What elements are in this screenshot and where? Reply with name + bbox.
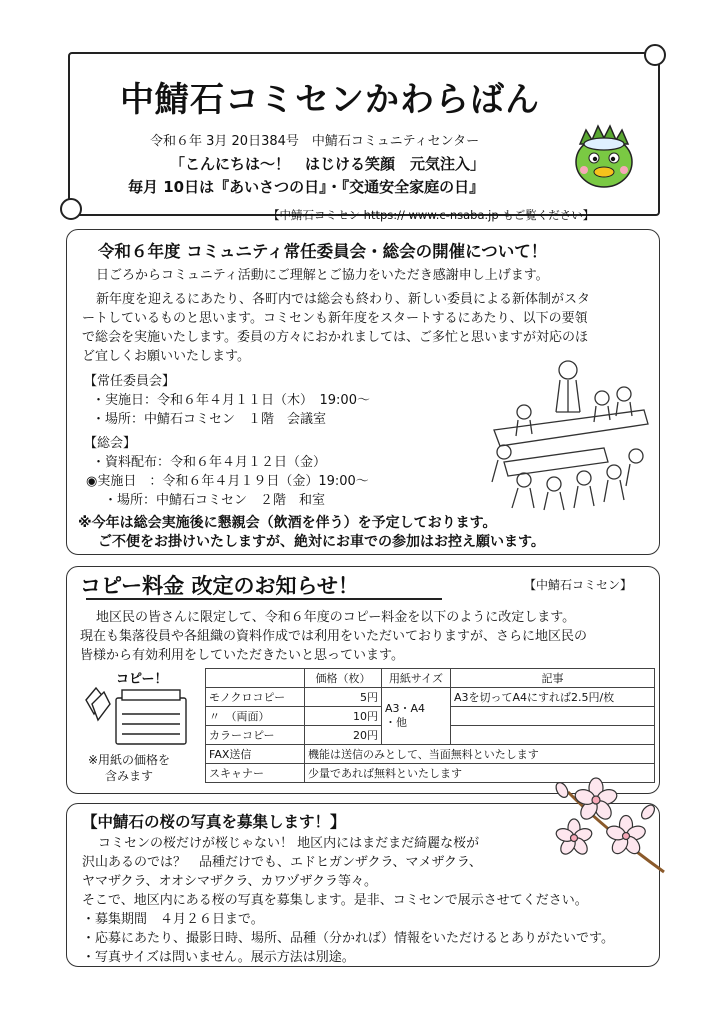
body-line: ートしているものと思います。コミセンも新年度をスタートするにあたり、以下の要領 [82, 311, 588, 326]
general-item: ・場所：中鯖石コミセン ２階 和室 [104, 493, 326, 508]
committee-heading: 【常任委員会】 [84, 374, 176, 389]
issue-line: 令和６年 3月 20日384号 中鯖石コミュニティセンター [150, 134, 480, 149]
general-heading: 【総会】 [84, 436, 137, 451]
list-item: ・写真サイズは問いません。展示方法は別途。 [82, 950, 355, 965]
table-header-row [206, 669, 655, 688]
body-line: で総会を実施いたします。委員の方々におかれましては、ご多忙と思いますが対応のほ [82, 330, 588, 345]
copier-illustration [82, 680, 192, 750]
table-cell [451, 726, 655, 745]
body-line: ヤマザクラ、オオシマザクラ、カワヅザクラ等々。 [82, 874, 377, 889]
newsletter-title: 中鯖石コミセンかわらばん [120, 80, 540, 120]
body-line: ど宜しくお願いいたします。 [82, 349, 250, 364]
table-header: 価格（枚） [305, 669, 382, 688]
table-header: 記事 [451, 669, 655, 688]
table-cell: スキャナー [206, 764, 305, 783]
list-item: ・募集期間 ４月２６日まで。 [82, 912, 264, 927]
table-row [206, 688, 655, 707]
committee-date: ・実施日：令和６年４月１１日（木） 19:00～ [92, 393, 370, 408]
copier-label: コピー！ [116, 672, 168, 687]
slogan-line: 「こんにちは～！ はじける笑顔 元気注入」 [170, 155, 486, 173]
table-cell: 10円 [305, 707, 382, 726]
table-cell: モノクロコピー [206, 688, 305, 707]
general-item: ◉実施日 ：令和６年４月１９日（金）19:00～ [86, 474, 369, 489]
section-title: 令和６年度 コミュニティ常任委員会・総会の開催について！ [98, 242, 548, 261]
body-line: 地区民の皆さんに限定して、令和６年度のコピー料金を以下のように改定します。 [96, 610, 576, 625]
list-item: ・応募にあたり、撮影日時、場所、品種（分かれば）情報をいただけるとありがたいです。 [82, 931, 614, 946]
table-cell: カラーコピー [206, 726, 305, 745]
table-cell: FAX送信 [206, 745, 305, 764]
table-cell: 少量であれば無料といたします [305, 764, 655, 783]
slogan-line: 毎月 10日は『あいさつの日』・『交通安全家庭の日』 [128, 178, 485, 196]
body-line: そこで、地区内にある桜の写真を募集します。是非、コミセンで展示させてください。 [82, 893, 588, 908]
section-title: 【中鯖石の桜の写真を募集します！】 [82, 813, 346, 831]
notice-line: ご不便をお掛けいたしますが、絶対にお車での参加はお控え願います。 [98, 534, 545, 550]
body-line: 皆様から有効利用をしていただきたいと思っています。 [80, 648, 404, 663]
table-cell: 5円 [305, 688, 382, 707]
scroll-curl-decoration [644, 44, 666, 66]
section-title: コピー料金 改定のお知らせ！ [80, 574, 359, 598]
cherry-blossom-illustration [548, 772, 668, 878]
title-underline [86, 598, 442, 600]
table-cell: A3・A4 ・他 [382, 688, 451, 745]
table-header [206, 669, 305, 688]
source-tag: 【中鯖石コミセン】 [524, 578, 633, 592]
kappa-mascot-illustration [572, 122, 636, 190]
body-line: 新年度を迎えるにあたり、各町内では総会も終わり、新しい委員による新体制がスタ [96, 292, 591, 307]
table-header: 用紙サイズ [382, 669, 451, 688]
table-cell: A3を切ってA4にすれば2.5円/枚 [451, 688, 655, 707]
notice-line: ※今年は総会実施後に懇親会（飲酒を伴う）を予定しております。 [78, 515, 497, 531]
table-cell: 機能は送信のみとして、当面無料といたします [305, 745, 655, 764]
website-note: 【中鯖石コミセン https:// www.c-nsaba.jp もご覧ください】 [268, 208, 595, 222]
body-line: 現在も集落役員や各組織の資料作成では利用をいただいておりますが、さらに地区民の [80, 629, 588, 644]
body-line: コミセンの桜だけが桜じゃない！ 地区内にはまだまだ綺麗な桜が [98, 836, 480, 851]
copy-price-table [205, 668, 655, 783]
committee-place: ・場所：中鯖石コミセン １階 会議室 [92, 412, 327, 427]
body-line: 沢山あるのでは？ 品種だけでも、エドヒガンザクラ、マメザクラ、 [82, 855, 482, 870]
meeting-illustration [484, 352, 652, 512]
table-row [206, 745, 655, 764]
table-cell: 〃 （両面） [206, 707, 305, 726]
scroll-curl-decoration [60, 198, 82, 220]
table-cell [451, 707, 655, 726]
general-item: ・資料配布：令和６年４月１２日（金） [92, 455, 327, 470]
intro-text: 日ごろからコミュニティ活動にご理解とご協力をいただき感謝申し上げます。 [96, 268, 549, 283]
price-note: ※用紙の価格を 含みます [88, 753, 171, 783]
table-cell: 20円 [305, 726, 382, 745]
